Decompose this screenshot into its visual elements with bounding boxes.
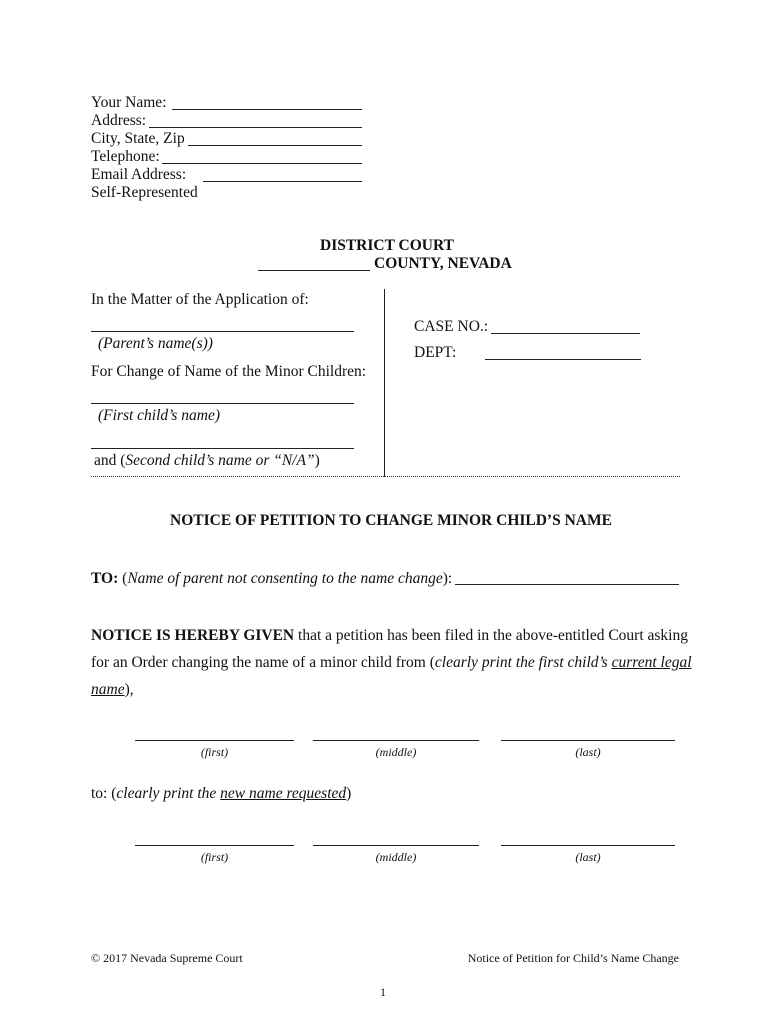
county-field[interactable] <box>258 270 370 271</box>
for-change-text: For Change of Name of the Minor Children: <box>91 363 367 380</box>
current-last-name-field[interactable] <box>501 740 675 741</box>
telephone-field[interactable] <box>162 163 362 164</box>
caption-vertical-divider <box>384 289 385 477</box>
footer-form-title: Notice of Petition for Child’s Name Change <box>467 951 679 965</box>
current-first-name-field[interactable] <box>135 740 294 741</box>
new-last-caption: (last) <box>575 850 601 864</box>
notice-title: NOTICE OF PETITION TO CHANGE MINOR CHILD’S NAME <box>170 512 612 529</box>
email-field[interactable] <box>203 181 362 182</box>
dept-field[interactable] <box>485 359 641 360</box>
city-label: City, State, Zip <box>91 130 185 147</box>
caption-bottom-rule <box>91 476 680 477</box>
dept-label: DEPT: <box>414 344 457 361</box>
new-first-caption: (first) <box>200 850 229 864</box>
current-middle-caption: (middle) <box>375 745 417 759</box>
telephone-label: Telephone: <box>91 148 160 165</box>
address-field[interactable] <box>149 127 362 128</box>
parents-name-label: (Parent’s name(s)) <box>98 335 213 352</box>
case-no-label: CASE NO.: <box>414 318 489 335</box>
new-last-name-field[interactable] <box>501 845 675 846</box>
new-middle-caption: (middle) <box>375 850 417 864</box>
current-middle-name-field[interactable] <box>313 740 479 741</box>
address-label: Address: <box>91 112 147 129</box>
non-consenting-parent-field[interactable] <box>455 584 679 585</box>
notice-line-3: name), <box>91 681 134 698</box>
case-no-field[interactable] <box>491 333 640 334</box>
second-child-field[interactable] <box>91 448 354 449</box>
current-last-caption: (last) <box>575 745 601 759</box>
city-field[interactable] <box>188 145 362 146</box>
first-child-label: (First child’s name) <box>98 407 220 424</box>
name-field[interactable] <box>172 109 362 110</box>
court-title: DISTRICT COURT <box>320 237 454 254</box>
second-child-label: and (Second child’s name or “N/A”) <box>94 452 320 469</box>
name-label: Your Name: <box>91 94 167 111</box>
self-represented-text: Self-Represented <box>91 184 198 201</box>
notice-line-2: for an Order changing the name of a minor child from (clearly print the first child’s current legal <box>91 654 692 671</box>
county-label: COUNTY, NEVADA <box>374 255 512 272</box>
matter-of-text: In the Matter of the Application of: <box>91 291 309 308</box>
to-new-name-label: to: (clearly print the new name requested) <box>91 785 352 802</box>
page-number: 1 <box>380 985 386 999</box>
new-first-name-field[interactable] <box>135 845 294 846</box>
email-label: Email Address: <box>91 166 187 183</box>
new-middle-name-field[interactable] <box>313 845 479 846</box>
current-first-caption: (first) <box>200 745 229 759</box>
footer-copyright: © 2017 Nevada Supreme Court <box>91 951 243 965</box>
to-label: TO: (Name of parent not consenting to the name change): <box>91 570 453 587</box>
first-child-field[interactable] <box>91 403 354 404</box>
notice-line-1: NOTICE IS HEREBY GIVEN that a petition has been filed in the above-entitled Court asking <box>91 627 688 644</box>
parents-name-field[interactable] <box>91 331 354 332</box>
